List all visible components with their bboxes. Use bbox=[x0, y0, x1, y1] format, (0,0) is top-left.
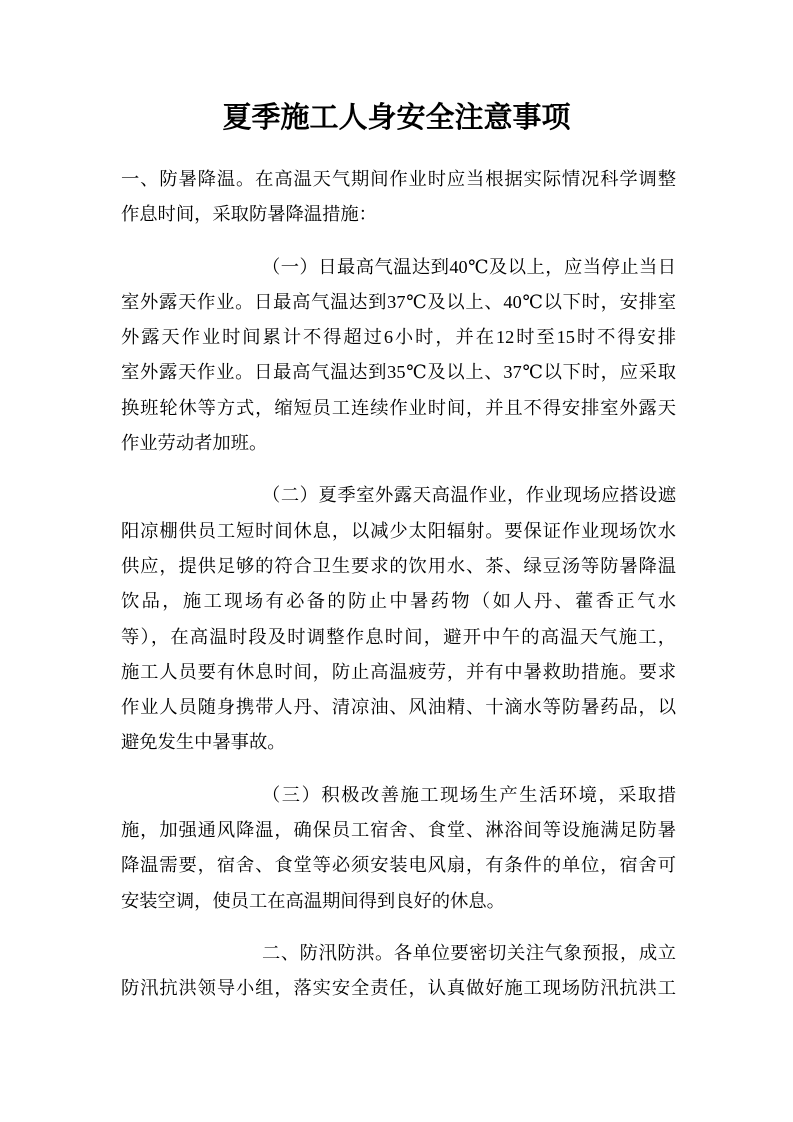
text-line: （二）夏季室外露天高温作业，作业现场应搭设遮 bbox=[262, 485, 676, 506]
document-body bbox=[121, 162, 676, 1007]
text-line: 一、防暑降温。在高温天气期间作业时应当根据实际情况科学调整 bbox=[121, 169, 676, 189]
text-line: 饮品，施工现场有必备的防止中暑药物（如人丹、藿香正气水 bbox=[121, 591, 676, 612]
document-title: 夏季施工人身安全注意事项 bbox=[222, 102, 571, 134]
text-line: 供应，提供足够的符合卫生要求的饮用水、茶、绿豆汤等防暑降温 bbox=[121, 555, 676, 576]
text-line: 室外露天作业。日最高气温达到37℃及以上、40℃以下时，安排室 bbox=[121, 291, 676, 312]
item-3-living-conditions bbox=[121, 778, 676, 919]
text-line: 施，加强通风降温，确保员工宿舍、食堂、淋浴间等设施满足防暑 bbox=[121, 820, 676, 841]
text-line: 作息时间，采取防暑降温措施： bbox=[121, 204, 377, 225]
text-line: （一）日最高气温达到40℃及以上，应当停止当日 bbox=[262, 256, 676, 277]
section-heatstroke-prevention bbox=[121, 162, 676, 233]
text-line: 等），在高温时段及时调整作息时间，避开中午的高温天气施工， bbox=[121, 626, 676, 647]
text-line: 作业劳动者加班。 bbox=[121, 433, 268, 454]
text-line: 防汛抗洪领导小组，落实安全责任，认真做好施工现场防汛抗洪工 bbox=[121, 978, 676, 999]
text-line: 室外露天作业。日最高气温达到35℃及以上、37℃以下时，应采取 bbox=[121, 362, 676, 383]
text-line: 降温需要，宿舍、食堂等必须安装电风扇，有条件的单位，宿舍可 bbox=[121, 855, 676, 876]
section-flood-prevention bbox=[121, 936, 676, 1007]
text-line: 安装空调，使员工在高温期间得到良好的休息。 bbox=[121, 890, 505, 911]
text-line: 外露天作业时间累计不得超过6小时，并在12时至15时不得安排 bbox=[121, 327, 676, 348]
text-line: 避免发生中暑事故。 bbox=[121, 732, 286, 753]
text-line: 阳凉棚供员工短时间休息，以减少太阳辐射。要保证作业现场饮水 bbox=[121, 520, 676, 541]
text-line: 作业人员随身携带人丹、清凉油、风油精、十滴水等防暑药品，以 bbox=[121, 697, 676, 718]
text-line: 换班轮休等方式，缩短员工连续作业时间，并且不得安排室外露天 bbox=[121, 397, 676, 418]
item-2-shade-and-water bbox=[121, 478, 676, 760]
item-1-temperature-limits bbox=[121, 250, 676, 462]
text-line: （三）积极改善施工现场生产生活环境，采取措 bbox=[262, 784, 676, 805]
text-line: 二、防汛防洪。各单位要密切关注气象预报，成立 bbox=[262, 942, 676, 963]
text-line: 施工人员要有休息时间，防止高温疲劳，并有中暑救助措施。要求 bbox=[121, 661, 676, 682]
